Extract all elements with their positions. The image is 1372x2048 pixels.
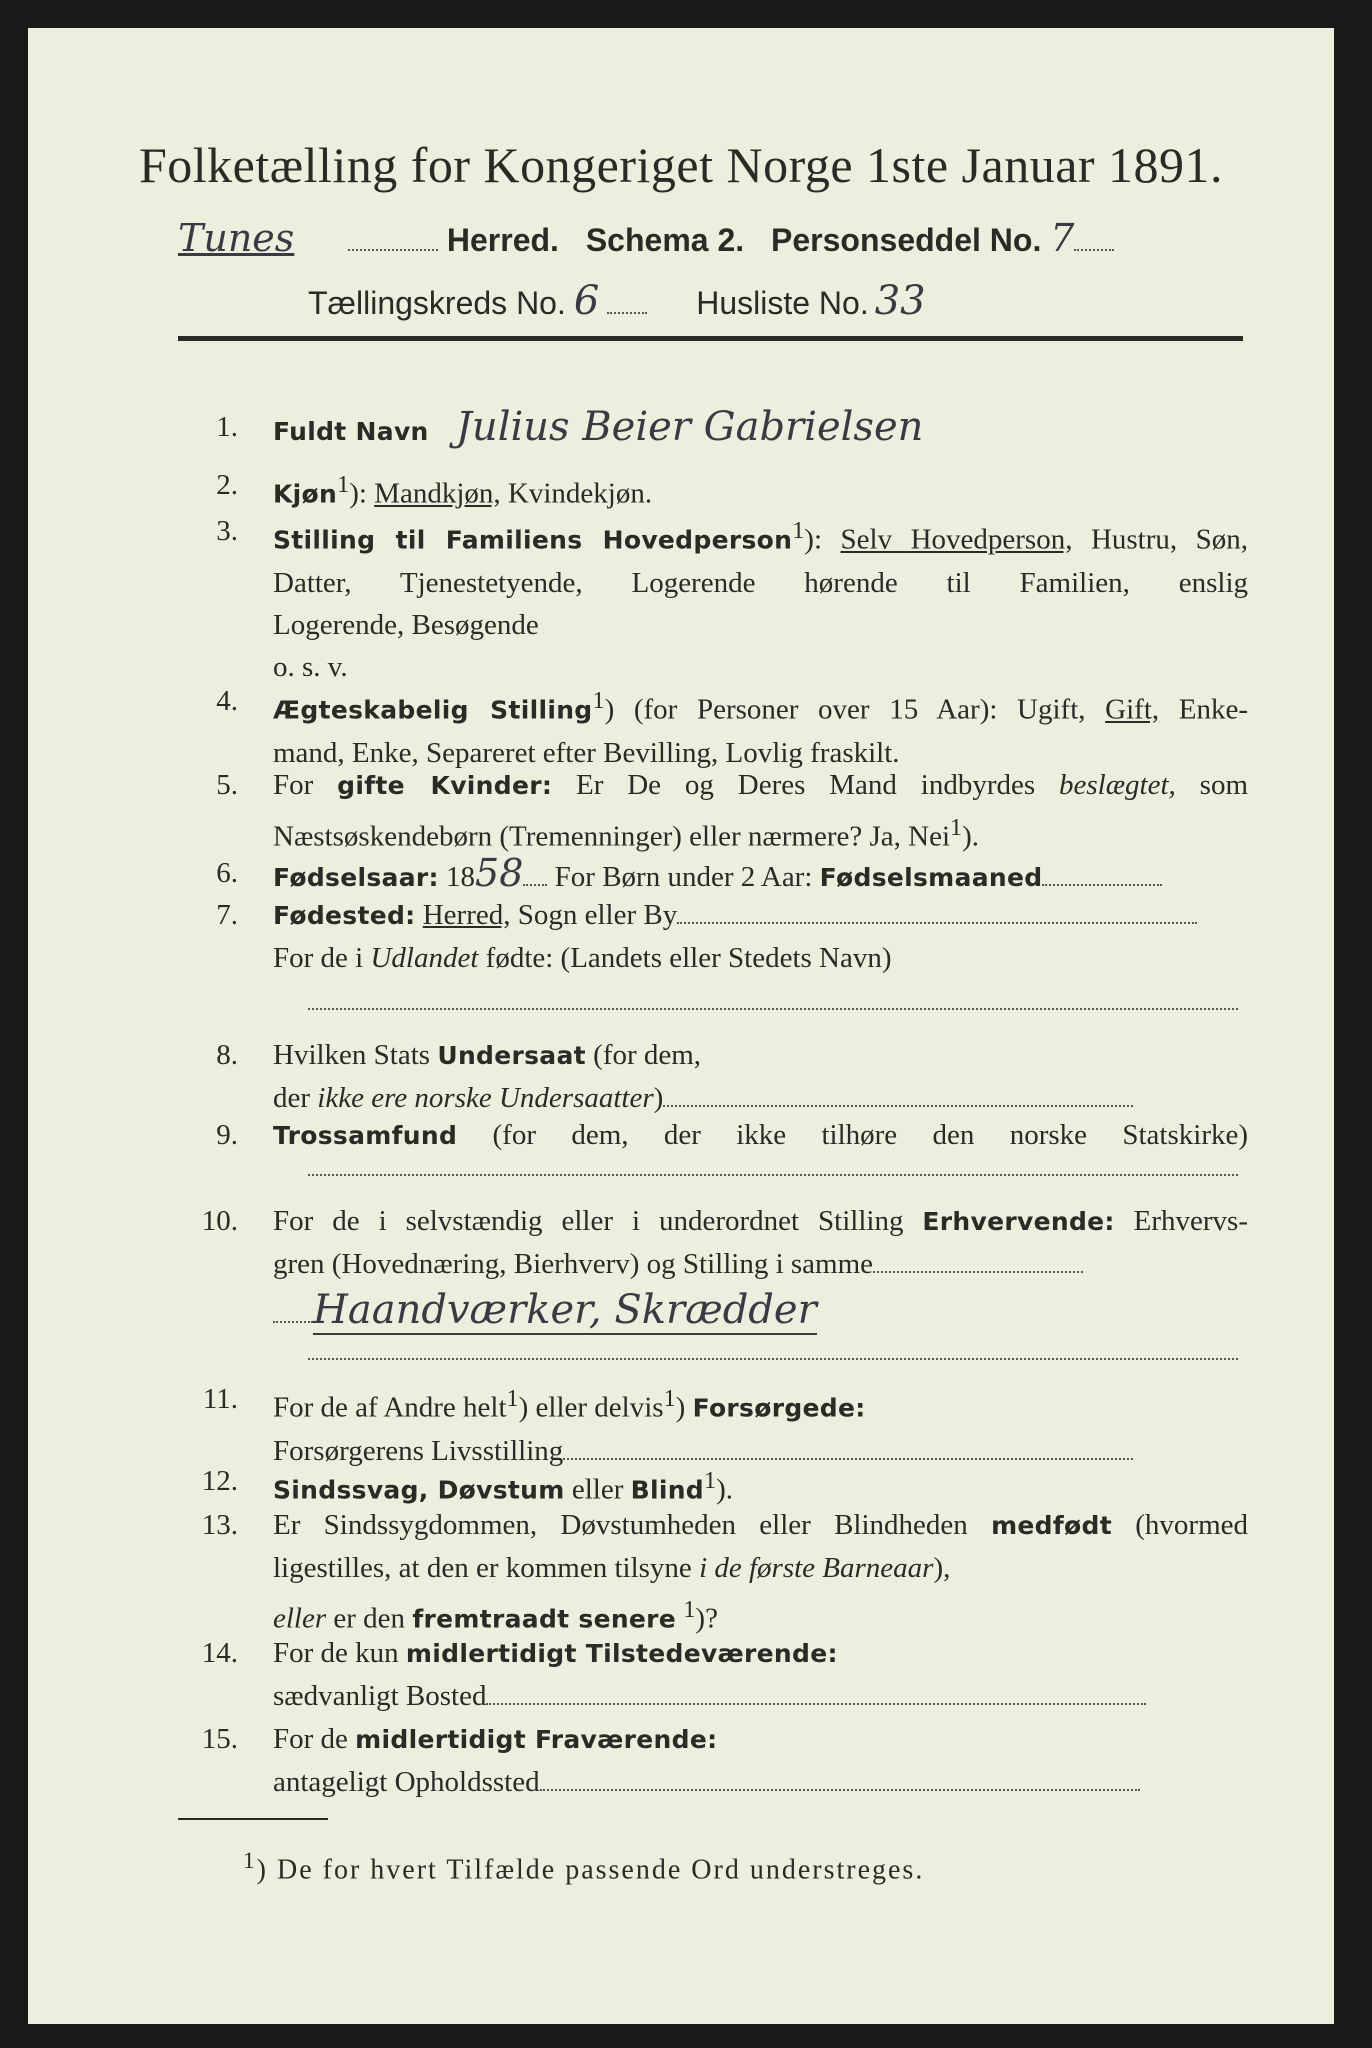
item-number: 10. xyxy=(201,1205,238,1237)
footnote-ref: 1 xyxy=(792,517,805,544)
item-text: Sogn eller By xyxy=(517,899,678,931)
item-text: ligestilles, at den er kommen tilsyne xyxy=(273,1552,692,1584)
item-text: For xyxy=(273,769,314,801)
item-line xyxy=(273,1200,1248,1243)
item-text: Enke- xyxy=(1178,693,1249,726)
footnote-mark: 1 xyxy=(243,1848,257,1874)
item-text: gren (Hovednæring, Bierhverv) og Stilling i samme xyxy=(273,1248,874,1280)
item-text: Erhvervs- xyxy=(1133,1205,1248,1237)
census-form xyxy=(28,28,1334,2024)
item-line: Logerende, Besøgende xyxy=(273,608,539,641)
occupation-value: Haandværker, Skrædder xyxy=(313,1287,817,1333)
herred-label: Herred. xyxy=(446,222,559,258)
item-line xyxy=(273,680,1248,732)
footnote-ref: 1 xyxy=(704,1467,717,1494)
item-line xyxy=(273,1632,1248,1675)
item-line xyxy=(273,1504,1248,1547)
item-line xyxy=(273,1077,1248,1119)
item-text: Udlandet xyxy=(370,942,479,974)
item-text: Forsørgerens Livsstilling xyxy=(273,1434,564,1467)
item-text: ). xyxy=(962,820,980,853)
item-label: midlertidigt Tilstedeværende: xyxy=(405,1639,838,1668)
item-label: Undersaat xyxy=(437,1041,586,1070)
item-text: (hvormed xyxy=(1135,1509,1248,1541)
item-line xyxy=(273,894,1248,937)
item-label: Forsørgede: xyxy=(692,1393,866,1423)
item-line xyxy=(273,1034,1248,1077)
item-text: (for dem, xyxy=(593,1039,702,1071)
item-text: Er De og Deres Mand indbyrdes xyxy=(576,769,1036,801)
item-13-medfodt xyxy=(178,1504,1248,1634)
item-text: ) eller delvis xyxy=(518,1391,664,1424)
item-text: antageligt Opholdssted xyxy=(273,1766,540,1798)
blank-line xyxy=(308,1174,1238,1176)
personseddel-value: 7 xyxy=(1050,216,1075,260)
item-number: 6. xyxy=(216,857,238,889)
item-label: Trossamfund xyxy=(273,1121,458,1150)
item-text: For de af Andre helt xyxy=(273,1391,507,1424)
item-text: sædvanligt Bosted xyxy=(273,1680,487,1712)
item-7-fodested xyxy=(178,894,1248,984)
item-label: Blind xyxy=(630,1475,704,1505)
item-number: 15. xyxy=(201,1723,238,1755)
item-label: fremtraadt senere xyxy=(412,1604,677,1634)
item-label: gifte Kvinder: xyxy=(337,771,553,800)
item-text: ) xyxy=(675,1391,686,1424)
item-line xyxy=(273,1547,1248,1589)
form-title: Folketælling for Kongeriget Norge 1ste Januar 1891. xyxy=(138,137,1224,193)
item-text: i de første Barneaar xyxy=(699,1552,934,1584)
item-number: 14. xyxy=(201,1637,238,1669)
item-line xyxy=(273,1675,1248,1717)
item-label: Ægteskabelig Stilling xyxy=(273,695,593,725)
item-text: ), xyxy=(933,1552,951,1584)
item-3-stilling xyxy=(178,510,1248,690)
item-text: ). xyxy=(716,1473,733,1506)
schema-label: Schema 2. xyxy=(585,222,745,258)
item-5-gifte-kvinder xyxy=(178,764,1248,854)
item-text: For de i xyxy=(273,942,364,974)
item-text: Næstsøskendebørn (Tremenninger) eller nærmere? Ja, Nei xyxy=(273,820,951,853)
birth-year-value: 58 xyxy=(475,851,524,895)
item-label: midlertidigt Fraværende: xyxy=(355,1725,718,1754)
item-text: For de xyxy=(273,1723,348,1755)
item-line: o. s. v. xyxy=(273,650,348,683)
item-text: For de i selvstændig eller i underordnet Stilling xyxy=(273,1205,904,1237)
personseddel-label: Personseddel No. xyxy=(771,222,1042,258)
item-label: Erhvervende: xyxy=(922,1207,1115,1236)
item-10-erhverv xyxy=(178,1200,1248,1340)
item-number: 3. xyxy=(216,515,238,547)
item-line xyxy=(273,1718,1248,1761)
item-text: For Børn under 2 Aar: xyxy=(554,861,813,893)
item-number: 8. xyxy=(216,1039,238,1071)
option-herred-underlined: Herred, xyxy=(422,899,511,931)
option-selv-hovedperson-underlined: Selv Hovedperson, xyxy=(840,523,1073,556)
kreds-label: Tællingskreds No. xyxy=(308,285,566,321)
item-number: 4. xyxy=(216,685,238,717)
item-text: fødte: (Landets eller Stedets Navn) xyxy=(485,942,892,974)
item-line xyxy=(273,1243,1248,1285)
full-name-value: Julius Beier Gabrielsen xyxy=(455,404,924,450)
item-label: medfødt xyxy=(991,1511,1112,1540)
footnote-ref: 1 xyxy=(337,471,350,498)
item-line xyxy=(273,1761,1248,1803)
item-label: Fødselsmaaned xyxy=(819,863,1043,892)
item-line xyxy=(273,807,1248,858)
item-text: ): xyxy=(804,523,823,556)
item-number: 5. xyxy=(216,769,238,801)
item-8-undersaat xyxy=(178,1034,1248,1124)
item-line xyxy=(273,764,1248,807)
header-line-kreds xyxy=(308,278,1208,324)
item-number: 12. xyxy=(201,1465,238,1497)
item-line xyxy=(273,1289,1248,1335)
footnote xyxy=(243,1848,924,1886)
item-number: 7. xyxy=(216,899,238,931)
item-11-forsorgede xyxy=(178,1378,1248,1468)
blank-line xyxy=(308,1008,1238,1010)
item-text: som xyxy=(1199,769,1248,801)
item-text: ikke ere norske Undersaatter xyxy=(317,1082,654,1114)
footnote-text: ) De for hvert Tilfælde passende Ord understreges. xyxy=(256,1854,925,1886)
item-text: ): xyxy=(349,477,367,510)
item-label: Sindssvag, Døvstum xyxy=(273,1475,565,1505)
item-text: eller xyxy=(571,1473,624,1506)
herred-value: Tunes xyxy=(178,216,295,260)
header-rule xyxy=(178,336,1243,341)
item-label: Fødested: xyxy=(273,901,416,930)
footnote-ref: 1 xyxy=(663,1385,676,1412)
item-text: )? xyxy=(695,1602,718,1635)
item-number: 1. xyxy=(216,411,238,443)
item-text: eller xyxy=(273,1602,327,1635)
header-line-herred xyxy=(178,216,1238,260)
husliste-label: Husliste No. xyxy=(696,285,869,321)
option-kvindekjon: Kvindekjøn. xyxy=(507,477,653,510)
footnote-ref: 1 xyxy=(592,687,605,714)
footnote-ref: 1 xyxy=(683,1596,696,1623)
item-4-aegteskabelig xyxy=(178,680,1248,770)
item-number: 2. xyxy=(216,469,238,501)
item-text: der xyxy=(273,1082,311,1114)
item-15-fravaerende xyxy=(178,1718,1248,1808)
footnote-ref: 1 xyxy=(506,1385,519,1412)
item-line: Datter, Tjenestetyende, Logerende hørende til Familien, enslig xyxy=(273,566,1248,599)
item-number: 13. xyxy=(201,1509,238,1541)
item-text: (for dem, der ikke tilhøre den norske Statskirke) xyxy=(492,1119,1249,1151)
item-number: 9. xyxy=(216,1119,238,1151)
item-label: Fuldt Navn xyxy=(273,417,429,446)
item-label: Kjøn xyxy=(273,479,338,509)
item-number: 11. xyxy=(202,1383,238,1415)
item-14-tilstedevaerende xyxy=(178,1632,1248,1722)
footnote-ref: 1 xyxy=(950,814,963,841)
item-label: Stilling til Familiens Hovedperson xyxy=(273,525,793,555)
item-text: 18 xyxy=(446,861,476,893)
item-text: ) (for Personer over 15 Aar): Ugift, xyxy=(604,693,1086,726)
footnote-rule xyxy=(178,1818,328,1820)
item-line xyxy=(273,1378,1248,1430)
item-text: ) xyxy=(653,1082,664,1114)
item-text: Er Sindssygdommen, Døvstumheden eller Blindheden xyxy=(273,1509,968,1541)
item-line xyxy=(273,510,1248,562)
item-text: er den xyxy=(333,1602,406,1635)
item-label: Fødselsaar: xyxy=(273,863,439,892)
kreds-value: 6 xyxy=(573,278,600,324)
blank-line xyxy=(308,1358,1238,1360)
item-text: For de kun xyxy=(273,1637,399,1669)
item-line: mand, Enke, Separeret efter Bevilling, Lovlig fraskilt. xyxy=(273,736,900,769)
option-mandkjon-underlined: Mandkjøn, xyxy=(374,477,501,510)
item-text: Hustru, Søn, xyxy=(1090,523,1249,556)
item-text: Hvilken Stats xyxy=(273,1039,431,1071)
item-text: beslægtet, xyxy=(1059,769,1176,801)
item-line xyxy=(273,937,1248,979)
husliste-value: 33 xyxy=(874,278,926,324)
option-gift-underlined: Gift, xyxy=(1105,693,1160,726)
